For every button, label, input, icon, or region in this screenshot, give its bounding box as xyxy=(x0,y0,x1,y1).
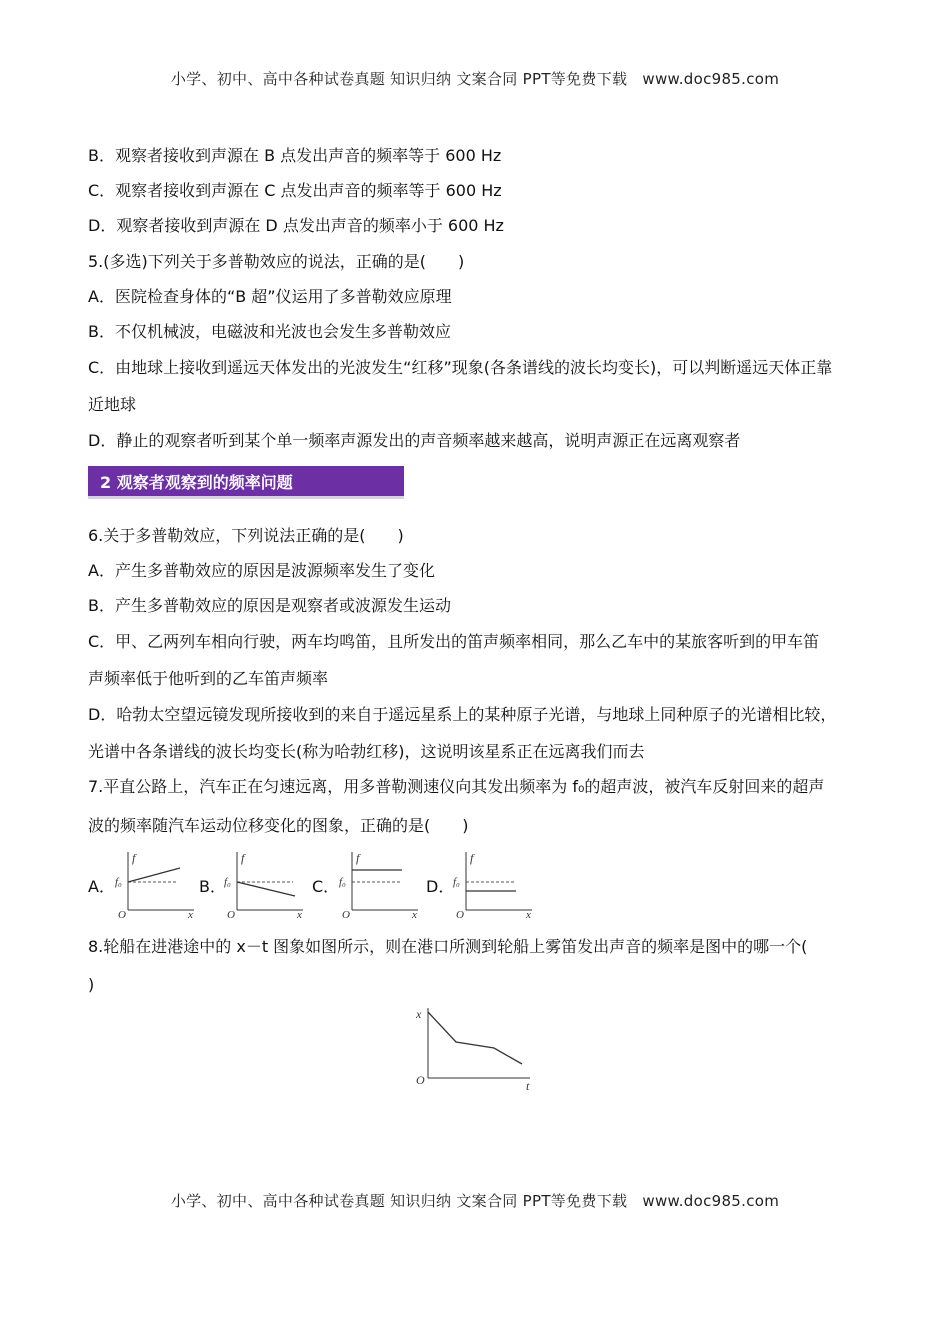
q7-b-origin: O xyxy=(227,909,235,920)
section-heading: 2 观察者观察到的频率问题 xyxy=(88,466,404,499)
q8-axis-y: x xyxy=(416,1007,422,1021)
q7-a-ref-label: f₀ xyxy=(115,876,122,888)
q5-option-c-line1: C．由地球上接收到遥远天体发出的光波发生“红移”现象(各条谱线的波长均变长)，可以判断遥远天体正靠 xyxy=(88,358,833,377)
q7-graph-b xyxy=(221,848,311,920)
q7-a-origin: O xyxy=(118,909,126,920)
q7-c-axis-y: f xyxy=(356,851,360,865)
q8-axis-x: t xyxy=(526,1079,530,1093)
q7-a-axis-x: x xyxy=(188,909,193,920)
q7-c-origin: O xyxy=(342,909,350,920)
q8-origin: O xyxy=(416,1073,425,1087)
q6-option-d-line2: 光谱中各条谱线的波长均变长(称为哈勃红移)，这说明该星系正在远离我们而去 xyxy=(88,742,645,761)
page-header xyxy=(0,68,950,89)
q4-option-d: D．观察者接收到声源在 D 点发出声音的频率小于 600 Hz xyxy=(88,216,504,235)
q7-graph-a xyxy=(112,848,202,920)
q7-label-d: D． xyxy=(426,877,455,896)
q8-stem-line1: 8.轮船在进港途中的 x－t 图象如图所示，则在港口所测到轮船上雾笛发出声音的频率是图中的哪一个( xyxy=(88,937,808,956)
header-text: 小学、初中、高中各种试卷真题 知识归纳 文案合同 PPT等免费下载 xyxy=(170,70,628,88)
q7-b-curve xyxy=(237,882,295,896)
q7-c-ref-label: f₀ xyxy=(339,876,346,888)
q5-stem: 5.(多选)下列关于多普勒效应的说法，正确的是( ) xyxy=(88,252,465,271)
q7-label-c: C． xyxy=(312,877,340,896)
q8-stem-line2: ) xyxy=(88,975,95,994)
q7-d-axis-x: x xyxy=(526,909,531,920)
q4-option-c: C．观察者接收到声源在 C 点发出声音的频率等于 600 Hz xyxy=(88,181,502,200)
q5-option-c-line2: 近地球 xyxy=(88,395,137,414)
q6-option-d-line1: D．哈勃太空望远镜发现所接收到的来自于遥远星系上的某种原子光谱，与地球上同种原子的光谱相比较， xyxy=(88,705,837,724)
q5-option-a: A．医院检查身体的“B 超”仪运用了多普勒效应原理 xyxy=(88,287,452,306)
q7-stem-line2: 波的频率随汽车运动位移变化的图象，正确的是( ) xyxy=(88,816,469,835)
q7-label-b: B． xyxy=(199,877,226,896)
q6-option-c-line1: C．甲、乙两列车相向行驶，两车均鸣笛，且所发出的笛声频率相同，那么乙车中的某旅客听到的甲车笛 xyxy=(88,632,820,651)
q7-a-axis-y: f xyxy=(132,851,136,865)
q4-option-b: B．观察者接收到声源在 B 点发出声音的频率等于 600 Hz xyxy=(88,146,502,165)
q5-option-b: B．不仅机械波，电磁波和光波也会发生多普勒效应 xyxy=(88,322,451,341)
q7-stem-line1: 7.平直公路上，汽车正在匀速远离，用多普勒测速仪向其发出频率为 f₀的超声波，被汽车反射回来的超声 xyxy=(88,777,825,796)
q5-option-d: D．静止的观察者听到某个单一频率声源发出的声音频率越来越高，说明声源正在远离观察者 xyxy=(88,431,741,450)
q7-b-axis-x: x xyxy=(297,909,302,920)
q6-option-b: B．产生多普勒效应的原因是观察者或波源发生运动 xyxy=(88,596,451,615)
q7-d-origin: O xyxy=(456,909,464,920)
page-footer xyxy=(0,1190,950,1211)
q7-b-axis-y: f xyxy=(241,851,245,865)
q8-curve xyxy=(428,1012,522,1064)
q7-a-curve xyxy=(128,868,180,882)
q7-d-axis-y: f xyxy=(470,851,474,865)
q6-option-a: A．产生多普勒效应的原因是波源频率发生了变化 xyxy=(88,561,435,580)
q6-stem: 6.关于多普勒效应，下列说法正确的是( ) xyxy=(88,526,404,545)
q8-xt-graph xyxy=(410,1002,540,1094)
footer-text: 小学、初中、高中各种试卷真题 知识归纳 文案合同 PPT等免费下载 xyxy=(170,1192,628,1210)
q7-label-a: A． xyxy=(88,877,115,896)
q6-option-c-line2: 声频率低于他听到的乙车笛声频率 xyxy=(88,669,329,688)
q7-c-axis-x: x xyxy=(412,909,417,920)
footer-url[interactable]: www.doc985.com xyxy=(642,1192,780,1210)
q7-d-ref-label: f₀ xyxy=(453,876,460,888)
header-url[interactable]: www.doc985.com xyxy=(642,70,780,88)
q7-graph-d xyxy=(450,848,540,920)
q7-graph-c xyxy=(336,848,426,920)
q7-b-ref-label: f₀ xyxy=(224,876,231,888)
